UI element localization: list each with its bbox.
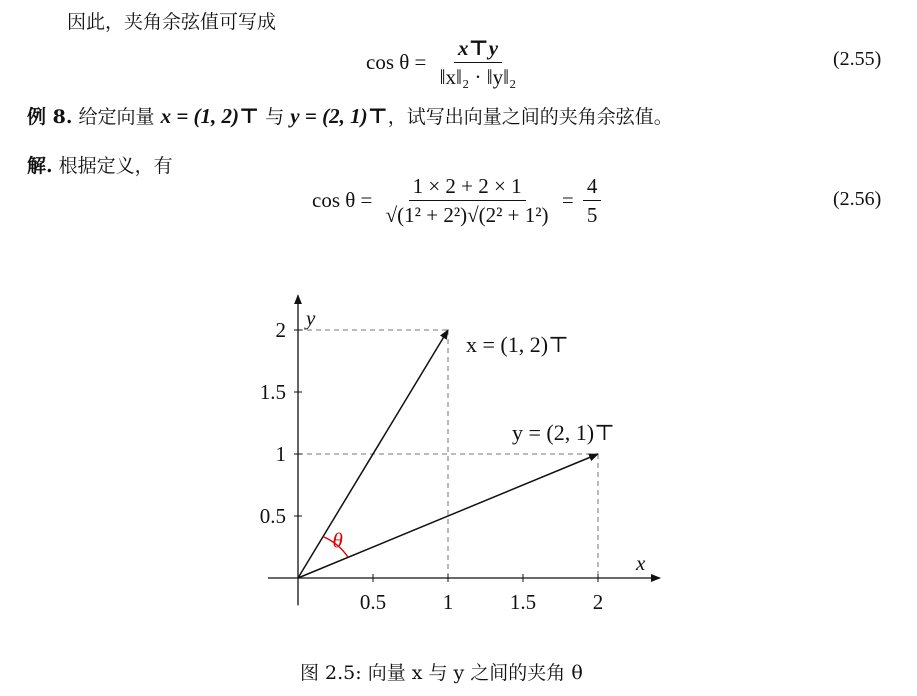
eq-256-result [583, 174, 602, 227]
eq-256-rhs-eq: = [561, 188, 574, 212]
eq-255-lhs: cos θ = [366, 50, 427, 74]
vector-label-x: x = (1, 2)⊤ [466, 332, 569, 357]
eq-256-fraction [382, 174, 553, 227]
vector-figure [0, 260, 917, 640]
eq-256-numerator: 1 × 2 + 2 × 1 [409, 174, 526, 201]
label-layer [323, 332, 615, 557]
solution-label: 解. [27, 155, 53, 177]
vector-label-y: y = (2, 1)⊤ [512, 420, 615, 445]
equation-2-55 [366, 36, 524, 89]
y-tick-label-0: 0.5 [259, 504, 286, 528]
x-tick-label-2: 1.5 [509, 590, 537, 614]
eq-256-denominator: √(1² + 2²)√(2² + 1²) [385, 203, 549, 227]
x-axis-label: x [636, 551, 646, 575]
example-x-def: x = (1, 2)⊤ [160, 104, 260, 128]
example-y-def: y = (2, 1)⊤ [290, 104, 388, 128]
eq-256-result-num: 4 [583, 174, 602, 201]
grid-layer [298, 330, 598, 578]
example-text-b: ，试写出向量之间的夹角余弦值。 [387, 106, 673, 128]
solution [27, 154, 173, 178]
eq-255-numerator: x⊤y [454, 36, 502, 63]
y-tick-label-1: 1 [275, 442, 286, 466]
axis-layer [268, 295, 660, 605]
example-label: 例 8. [27, 106, 73, 128]
example-8 [27, 104, 673, 129]
eq-256-result-den: 5 [586, 203, 598, 227]
y-tick-label-2: 1.5 [259, 380, 286, 404]
x-tick-label-0: 0.5 [359, 590, 387, 614]
x-tick-label-3: 2 [592, 590, 604, 614]
eq-255-fraction [436, 36, 521, 89]
example-text-a: 给定向量 [78, 106, 155, 128]
equation-2-56 [312, 174, 605, 227]
tick-layer [260, 318, 604, 614]
equation-number-2-55: (2.55) [833, 48, 882, 70]
y-axis-label: y [306, 306, 316, 331]
y-tick-label-3: 2 [275, 318, 286, 342]
angle-label-theta: θ [332, 528, 343, 553]
eq-256-lhs: cos θ = [312, 188, 373, 212]
figure-caption: 图 2.5: 向量 x 与 y 之间的夹角 θ [300, 662, 583, 684]
example-conj: 与 [265, 106, 285, 128]
equation-number-2-56: (2.56) [833, 188, 882, 210]
eq-255-denominator: ‖x‖₂ · ‖y‖₂ [439, 65, 517, 89]
intro-text: 因此，夹角余弦值可写成 [67, 11, 277, 33]
x-tick-label-1: 1 [442, 590, 454, 614]
solution-text: 根据定义，有 [58, 155, 173, 177]
